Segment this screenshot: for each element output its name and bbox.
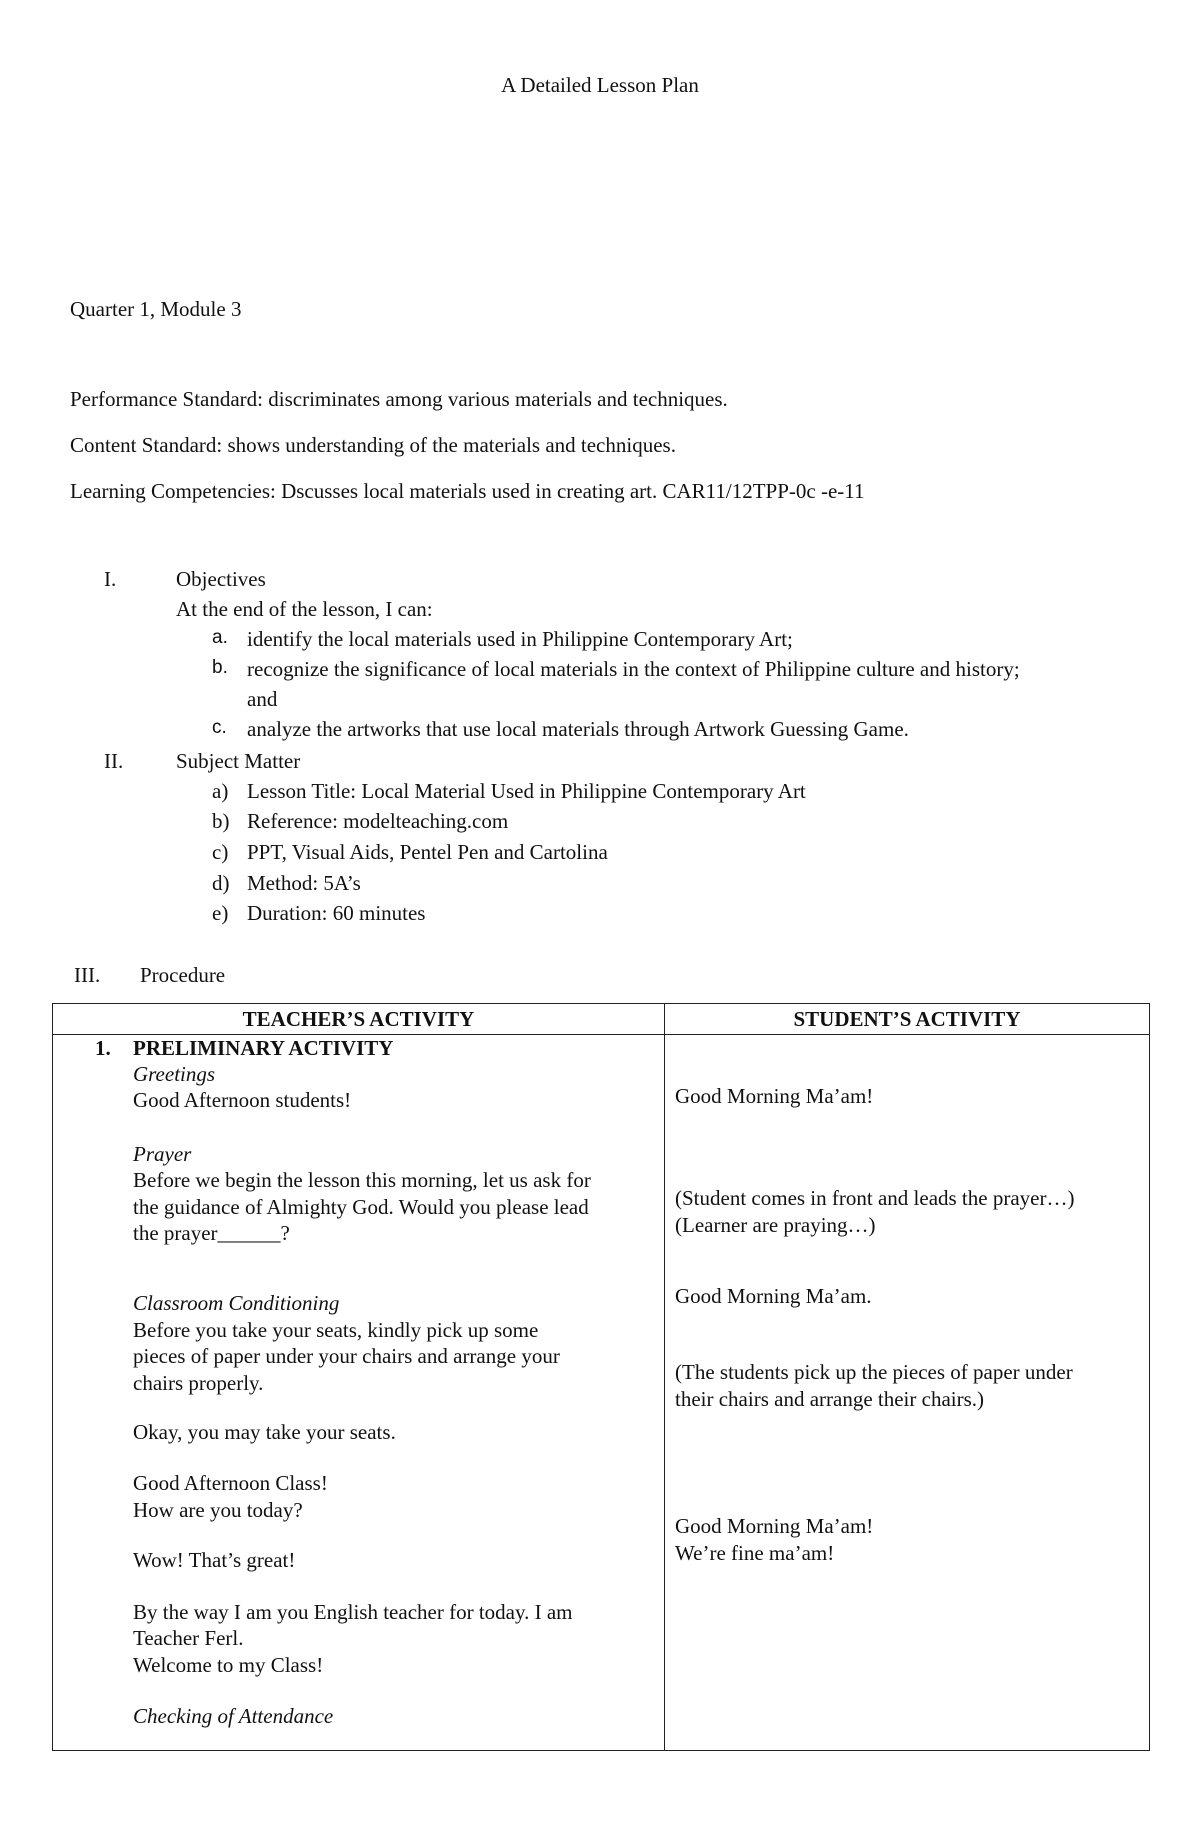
subject-text: PPT, Visual Aids, Pentel Pen and Cartolina — [247, 840, 608, 864]
procedure-table — [52, 1003, 1150, 1751]
prayer-text: the prayer______? — [133, 1221, 290, 1245]
subject-marker: c) — [212, 840, 229, 864]
student-activity-header: STUDENT’S ACTIVITY — [665, 1004, 1150, 1035]
objectives-numeral: I. — [104, 567, 117, 591]
classroom-conditioning-heading: Classroom Conditioning — [133, 1291, 340, 1315]
subject-marker: e) — [212, 901, 229, 925]
content-standard: Content Standard: shows understanding of the materials and techniques. — [70, 433, 676, 457]
objective-marker: c. — [212, 717, 227, 738]
table-row — [53, 1035, 1150, 1751]
subject-matter-heading: Subject Matter — [176, 749, 301, 773]
good-afternoon-class-text: Good Afternoon Class! — [133, 1471, 328, 1495]
table-header-row — [53, 1004, 1150, 1035]
teacher-activity-header: TEACHER’S ACTIVITY — [53, 1004, 665, 1035]
objectives-intro: At the end of the lesson, I can: — [176, 597, 433, 621]
objective-text: analyze the artworks that use local materials through Artwork Guessing Game. — [247, 717, 909, 741]
welcome-text: Welcome to my Class! — [133, 1653, 324, 1677]
student-prayer-text: (Learner are praying…) — [675, 1213, 876, 1237]
document-title: A Detailed Lesson Plan — [501, 73, 699, 97]
student-prayer-text: (Student comes in front and leads the prayer…) — [675, 1186, 1075, 1210]
learning-competencies: Learning Competencies: Dscusses local materials used in creating art. CAR11/12TPP-0c -e-11 — [70, 479, 865, 503]
subject-marker: b) — [212, 809, 230, 833]
subject-text: Duration: 60 minutes — [247, 901, 426, 925]
greetings-heading: Greetings — [133, 1062, 216, 1086]
preliminary-activity-heading: PRELIMINARY ACTIVITY — [133, 1036, 394, 1060]
greetings-text: Good Afternoon students! — [133, 1088, 352, 1112]
student-pick-up-text: (The students pick up the pieces of paper under — [675, 1360, 1073, 1384]
subject-text: Reference: modelteaching.com — [247, 809, 509, 833]
objective-text: recognize the significance of local materials in the context of Philippine culture and history; — [247, 657, 1020, 681]
objective-marker: b. — [212, 657, 228, 678]
prayer-text: the guidance of Almighty God. Would you please lead — [133, 1195, 589, 1219]
introduction-text: By the way I am you English teacher for today. I am — [133, 1600, 573, 1624]
objective-marker: a. — [212, 627, 228, 648]
objectives-heading: Objectives — [176, 567, 266, 591]
student-fine-text: We’re fine ma’am! — [675, 1541, 835, 1565]
student-greeting-text: Good Morning Ma’am! — [675, 1514, 874, 1538]
wow-text: Wow! That’s great! — [133, 1548, 296, 1572]
quarter-module: Quarter 1, Module 3 — [70, 297, 242, 321]
subject-marker: d) — [212, 871, 230, 895]
take-seats-text: Okay, you may take your seats. — [133, 1420, 396, 1444]
introduction-text: Teacher Ferl. — [133, 1626, 244, 1650]
conditioning-text: pieces of paper under your chairs and arrange your — [133, 1344, 560, 1368]
subject-matter-numeral: II. — [104, 749, 124, 773]
subject-text: Method: 5A’s — [247, 871, 361, 895]
how-are-you-text: How are you today? — [133, 1498, 303, 1522]
student-greeting-text: Good Morning Ma’am! — [675, 1084, 874, 1108]
student-pick-up-text: their chairs and arrange their chairs.) — [675, 1387, 985, 1411]
procedure-numeral: III. — [74, 963, 101, 987]
procedure-heading: Procedure — [140, 963, 226, 987]
performance-standard: Performance Standard: discriminates among various materials and techniques. — [70, 387, 728, 411]
objective-text: identify the local materials used in Philippine Contemporary Art; — [247, 627, 793, 651]
teacher-activity-cell — [53, 1035, 665, 1751]
prayer-text: Before we begin the lesson this morning, let us ask for — [133, 1168, 591, 1192]
conditioning-text: Before you take your seats, kindly pick up some — [133, 1318, 539, 1342]
subject-text: Lesson Title: Local Material Used in Philippine Contemporary Art — [247, 779, 806, 803]
conditioning-text: chairs properly. — [133, 1371, 264, 1395]
prayer-heading: Prayer — [133, 1142, 192, 1166]
objective-text-continuation: and — [247, 687, 278, 711]
preliminary-number: 1. — [95, 1036, 111, 1060]
subject-marker: a) — [212, 779, 229, 803]
checking-attendance-heading: Checking of Attendance — [133, 1704, 334, 1728]
student-activity-cell — [665, 1035, 1150, 1751]
student-greeting-text: Good Morning Ma’am. — [675, 1284, 872, 1308]
